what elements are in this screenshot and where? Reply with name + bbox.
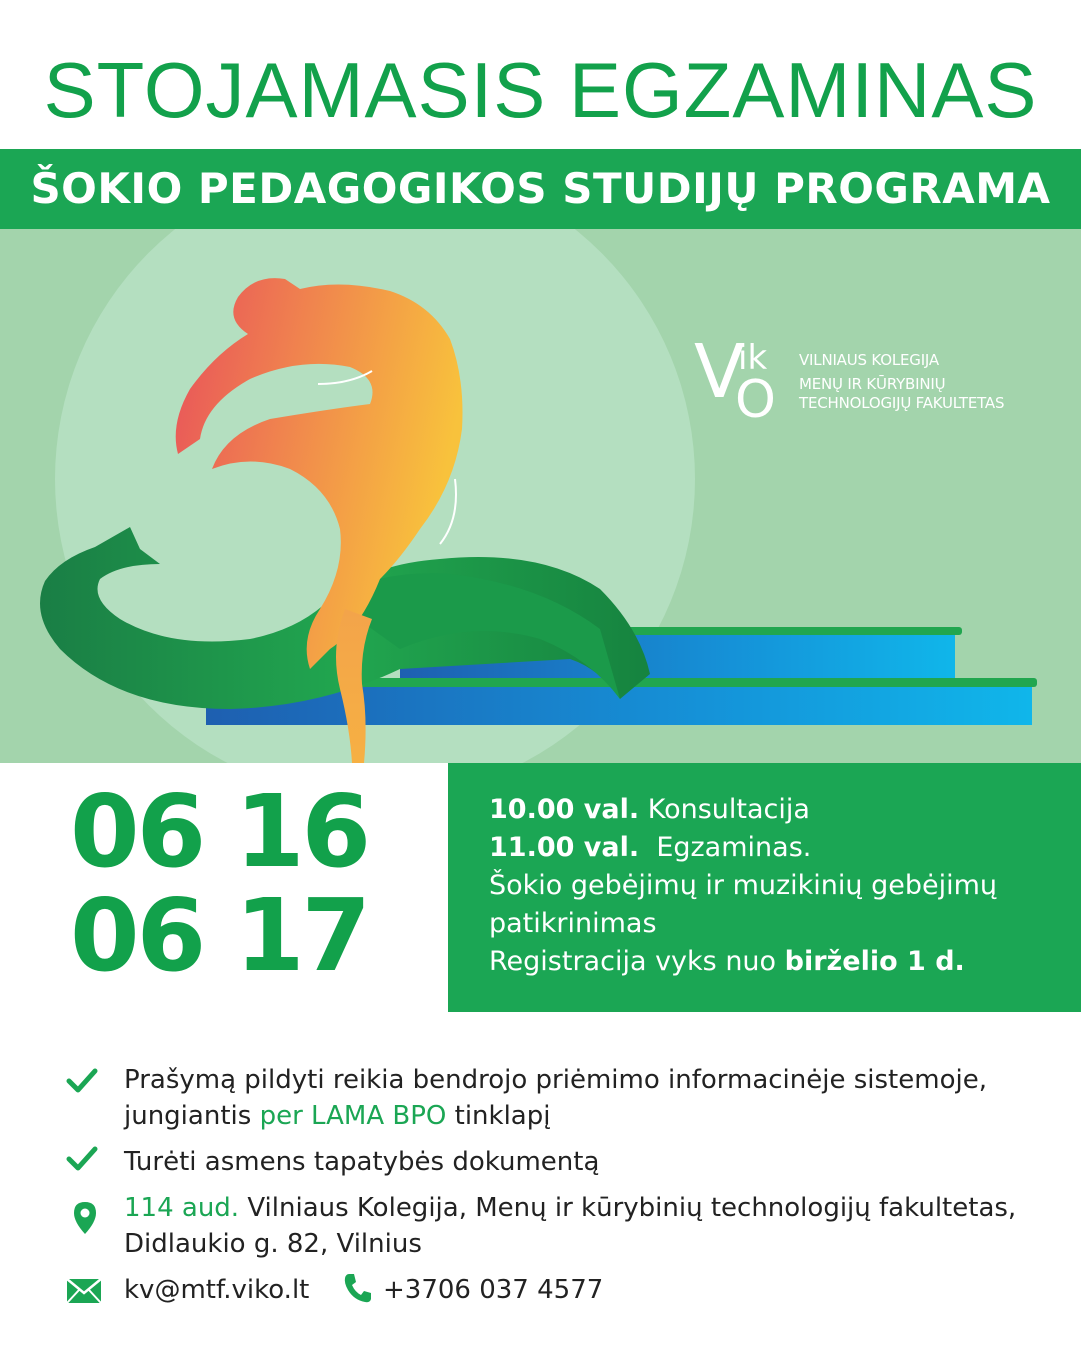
phone-link[interactable]: +3706 037 4577 [383,1275,604,1305]
schedule-line-2: 11.00 val. Egzaminas. [489,832,812,863]
exam-date-1: 06 16 [70,773,369,890]
logo-mark-o: O [735,370,776,425]
dancer-illustration [0,229,1081,763]
check-icon [66,1146,98,1172]
lama-bpo-link[interactable]: per LAMA BPO [259,1101,447,1131]
phone-icon [342,1272,372,1304]
requirement-1: Prašymą pildyti reikia bendrojo priėmimo informacinėje sistemoje, jungiantis per LAMA BPO tinklapį [124,1065,987,1131]
schedule-desc-2: patikrinimas [489,908,657,939]
requirement-2: Turėti asmens tapatybės dokumentą [124,1147,600,1177]
viko-logo-mark [694,325,794,425]
logo-line-2: MENŲ IR KŪRYBINIŲ [799,375,946,393]
email-link[interactable]: kv@mtf.viko.lt [124,1275,310,1305]
hero-illustration [0,229,1081,763]
logo-mark-ik: ik [738,338,768,378]
check-icon [66,1068,98,1094]
schedule-text [489,791,997,981]
location-pin-icon [72,1200,98,1236]
room-number: 114 aud. [124,1193,240,1223]
subtitle-banner [0,149,1081,229]
viko-logo [694,325,1054,425]
registration-line: Registracija vyks nuo birželio 1 d. [489,946,965,977]
exam-dates [70,773,369,994]
logo-mark-v: V [694,329,745,415]
schedule-line-1: 10.00 val. Konsultacija [489,794,810,825]
exam-date-2: 06 17 [70,877,369,994]
logo-text [799,351,1004,413]
schedule-desc-1: Šokio gebėjimų ir muzikinių gebėjimų [489,870,998,901]
location-address: 114 aud. Vilniaus Kolegija, Menų ir kūrybinių technologijų fakultetas, Didlaukio g. 82, Vilnius [124,1193,1017,1259]
program-name: ŠOKIO PEDAGOGIKOS STUDIJŲ PROGRAMA [30,164,1051,213]
poster-title: STOJAMASIS EGZAMINAS [43,46,1038,134]
logo-line-1: VILNIAUS KOLEGIJA [799,351,939,369]
logo-line-3: TECHNOLOGIJŲ FAKULTETAS [799,394,1005,412]
schedule-box [448,763,1081,1012]
envelope-icon [66,1278,102,1304]
